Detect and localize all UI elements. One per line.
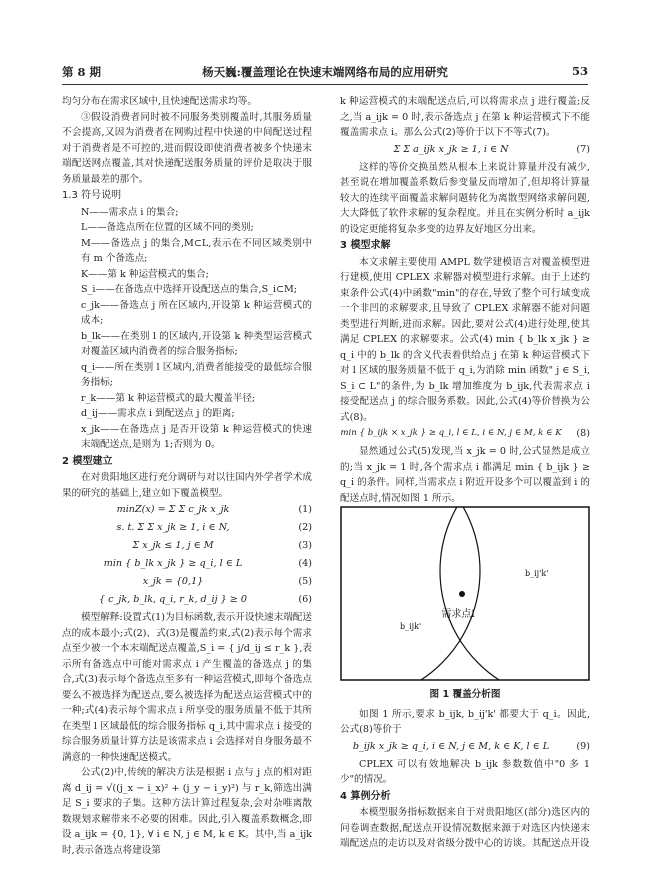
symbol-item: b_lk——在类别 l 的区域内,开设第 k 种类型运营模式对覆盖区域内消费者的综合服务指标; [81,330,312,357]
page-header [62,64,588,82]
section-heading: 4 算例分析 [340,790,391,802]
symbol-item: c_jk——备选点 j 所在区域内,开设第 k 种运营模式的成本; [81,299,312,326]
demand-point-marker [459,591,465,597]
header-rule [62,84,588,85]
coverage-label-a: b_ij'k' [525,569,549,578]
paragraph: 均匀分布在需求区域中,且快速配送需求均等。 [62,96,257,107]
equation: Σ x_jk ≤ 1, j ∈ M (3) [132,540,312,551]
paragraph: ③假设消费者同时被不同服务类别覆盖时,其服务质量不会提高,又因为消费者在网购过程中快递的中间配送过程对于消费者是不可控的,进而假设即使消费者被多个快递末端配送网点覆盖,其对快递配送服务质量的评价是取决于服务质量最差的那个。 [62,111,312,185]
symbol-item: x_jk——在备选点 j 是否开设第 k 种运营模式的快速末端配送点,是则为 1;否则为 0。 [81,423,312,450]
section-heading: 3 模型求解 [340,240,391,251]
paragraph: 如图 1 所示,要求 b_ijk, b_ij'k' 都要大于 q_i。因此,公式(8)等价于 [340,708,590,735]
symbol-item: L——备选点所在位置的区域不同的类别; [81,222,254,233]
coverage-label-b: b_ijk' [400,622,422,631]
section-heading: 1.3 符号说明 [62,190,122,201]
right-column [340,94,590,852]
left-column [62,94,312,858]
equation: Σ Σ a_ijk x_jk ≥ 1, i ∈ N (7) [393,143,590,155]
figure-caption: 图 1 覆盖分析图 [429,689,501,700]
paragraph: 公式(2)中,传统的解决方法是根据 i 点与 j 点的相对距离 d_ij = √((j_x − i_x)² + (j_y − i_y)²) 与 r_k,筛选出满足 S_i 要求的子集。这种方法计算过程复杂,会对杂唯离散数规划求解带来不必要的困难。因此,引入覆盖系数概念,即设 a_ijk = {0, 1}, ∀ i ∈ N, j ∈ M, k ∈ K。其中,当 a_ijk 时,表示备选点将建设第 [62,767,312,856]
symbol-item: M——备选点 j 的集合,M⊂L,表示在不同区域类别中有 m 个备选点; [81,237,312,264]
equation: minZ(x) = Σ Σ c_jk x_jk (1) [116,504,312,515]
coverage-circle-left [340,506,480,681]
paragraph: 模型解释:设置式(1)为目标函数,表示开设快速末端配送点的成本最小;式(2)、式(3)是覆盖约束,式(2)表示每个需求点至少被一个本末端配送点覆盖,S_i = { j/d_ij ≤ r_k },表示所有备选点中可能对需求点 i 产生覆盖的备选点 j 的集合,式(3)表示每个备选点至多有一种运营模式,即每个备选点要么不被选择为配送点,要么被选择为配送点运营模式中的一种;式(4)表示每个需求点 i 所享受的服务质量不低于其所在类型 l 区域最低的综合服务指标 q_i,其中需求点 i 接受的综合服务质量计算方法是该需求点 i 会选择对自身服务最不满意的一种快速配送模式。 [62,612,312,763]
symbol-item: N——需求点 i 的集合; [81,206,179,218]
paragraph: CPLEX 可以有效地解决 b_ijk 参数数值中"0 多 1 少"的情况。 [340,758,590,785]
paragraph: 本文求解主要使用 AMPL 数学建模语言对覆盖模型进行建模,使用 CPLEX 求解器对模型进行求解。由于上述约束条件公式(4)中函数"min"的存在,导致了整个可行域变成一个非凹的求解要求,且导致了 CPLEX 求解器不能对问题类型进行判断,进而求解。因此,要对公式(4)进行处理,使其满足 CPLEX 的求解要求。公式(4) min { b_lk x_jk } ≥ q_i 中的 b_lk 的含义代表着供给点 j 在第 k 种运营模式下对 l 区域的服务质量不低于 q_i,为消除 min 函数" j ∈ S_i, S_i ⊂ L"的条件,为 b_lk 增加维度为 b_ijk,代表需求点 i 接受配送点 j 的综合服务系数。因此,公式(4)等价替换为公式(8)。 [340,256,590,423]
section-heading: 2 模型建立 [62,455,113,467]
paragraph: 在对贵阳地区进行充分调研与对以往国内外学者学术成果的研究的基础上,建立如下覆盖模型。 [62,472,312,499]
page-number: 53 [571,64,588,78]
equation: min { b_lk x_jk } ≥ q_i, l ∈ L (4) [103,558,312,569]
symbol-item: r_k——第 k 种运营模式的最大覆盖半径; [81,392,256,404]
equation: b_ijk x_jk ≥ q_i, i ∈ N, j ∈ M, k ∈ K, l ∈ L (9) [352,740,590,752]
paragraph: 这样的等价交换虽然从根本上来说计算量并没有减少,甚至说在增加覆盖系数后参变量反而增加了,但却将计算量较大的连续平面覆盖求解问题转化为离散型网络求解问题,大大降低了软件求解的复杂程度。并且在实例分析时 a_ijk 的设定更能将复杂多变的边界友好地区分出来。 [340,161,590,235]
symbol-item: d_ij——需求点 i 到配送点 j 的距离; [81,408,235,419]
running-title: 杨天巍:覆盖理论在快速末端网络布局的应用研究 [202,65,448,79]
symbol-item: S_i——在备选点中选择开设配送点的集合,S_i⊂M; [81,284,298,295]
symbol-item: q_i——所在类别 l 区域内,消费者能接受的最低综合服务指标; [81,361,312,388]
coverage-figure [340,506,590,681]
paragraph: 显然通过公式(5)发现,当 x_jk = 0 时,公式显然是成立的;当 x_jk = 1 时,各个需求点 i 都满足 min { b_ijk } ≥ q_i 的条件。同样,当需求点 i 附近开设多个可以覆盖到 i 的配送点时,情况如图 1 所示。 [340,446,590,504]
demand-point-label: 需求点i [441,609,475,620]
equation: x_jk = {0,1} (5) [142,576,312,587]
paragraph: k 种运营模式的末端配送点后,可以将需求点 j 进行覆盖;反之,当 a_ijk = 0 时,表示备选点 j 在第 k 种运营模式下不能覆盖需求点 i。那么公式(2)等价于以下不等式(7)。 [340,96,590,138]
figure-frame [341,507,589,680]
equation: s. t. Σ Σ x_jk ≥ 1, i ∈ N, (2) [116,522,312,533]
symbol-item: K——第 k 种运营模式的集合; [81,268,209,280]
coverage-diagram [340,506,590,681]
paragraph: 本模型服务指标数据来自于对贵阳地区(部分)选区内的问卷调查数据,配送点开设情况数据来源于对选区内快递末端配送点的走访以及对省级分拨中心的访谈。其配送点开设 [340,807,590,849]
issue-number: 第 8 期 [62,65,102,79]
equation: min { b_ijk × x_jk } ≥ q_i, l ∈ L, i ∈ N, j ∈ M, k ∈ K (8) [340,428,590,439]
equation: { c_jk, b_lk, q_i, r_k, d_ij } ≥ 0 (6) [99,594,312,605]
